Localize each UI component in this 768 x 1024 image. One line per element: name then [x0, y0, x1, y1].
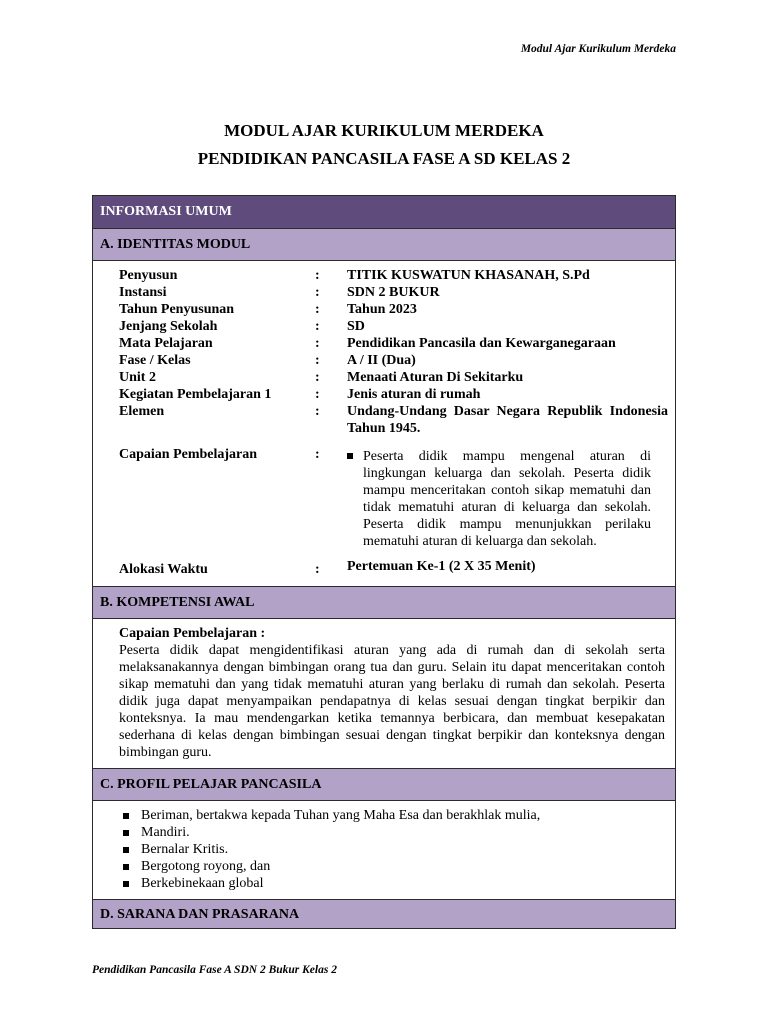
- title-line-2: PENDIDIKAN PANCASILA FASE A SD KELAS 2: [197, 149, 571, 168]
- alokasi-waktu-row: [119, 558, 668, 578]
- identity-value: TITIK KUSWATUN KHASANAH, S.Pd: [347, 268, 590, 283]
- identity-key: Penyusun: [119, 268, 178, 283]
- identitas-modul-label: A. IDENTITAS MODUL: [100, 237, 251, 252]
- kompetensi-awal-label: B. KOMPETENSI AWAL: [100, 595, 255, 610]
- identity-value: Jenis aturan di rumah: [347, 387, 481, 402]
- identity-row: [119, 386, 668, 403]
- identity-row: [119, 267, 668, 284]
- identity-key: Jenjang Sekolah: [119, 319, 218, 334]
- list-item: Mandiri.: [123, 824, 665, 841]
- identity-row: [119, 318, 668, 335]
- list-item: Peserta didik mampu mengenal aturan di lingkungan keluarga dan sekolah. Peserta didik mampu menceritakan contoh sikap mematuhi dan tidak mematuhi aturan di keluarga dan sekolah. Peserta didik mampu menunjukkan perilaku mematuhi aturan di keluarga dan sekolah.: [347, 448, 651, 550]
- capaian-pembelajaran-value: [347, 446, 668, 550]
- identity-key: Tahun Penyusunan: [119, 302, 235, 317]
- kompetensi-awal-body: [93, 619, 675, 769]
- identity-key: Instansi: [119, 285, 167, 300]
- identity-key: Unit 2: [119, 370, 156, 385]
- informasi-umum-header: INFORMASI UMUM: [93, 196, 675, 229]
- capaian-list: [347, 448, 668, 550]
- identity-row: [119, 352, 668, 369]
- identitas-modul-body: [93, 261, 675, 587]
- capaian-subheading: Capaian Pembelajaran :: [119, 626, 266, 641]
- identity-colon: :: [315, 404, 320, 419]
- identity-colon: :: [315, 562, 320, 577]
- identity-colon: :: [315, 336, 320, 351]
- identity-value: A / II (Dua): [347, 353, 416, 368]
- module-table: [92, 195, 676, 929]
- identity-colon: :: [315, 353, 320, 368]
- identity-value: Tahun 2023: [347, 302, 417, 317]
- identity-colon: :: [315, 387, 320, 402]
- identity-key: Mata Pelajaran: [119, 336, 213, 351]
- profil-pelajar-body: [93, 801, 675, 900]
- list-item: Beriman, bertakwa kepada Tuhan yang Maha Esa dan berakhlak mulia,: [123, 807, 665, 824]
- sarana-prasarana-header: [93, 900, 675, 928]
- identity-colon: :: [315, 302, 320, 317]
- identity-colon: :: [315, 447, 320, 462]
- list-item: Bernalar Kritis.: [123, 841, 665, 858]
- identity-key: Elemen: [119, 404, 165, 419]
- title-line-1: MODUL AJAR KURIKULUM MERDEKA: [224, 121, 544, 140]
- identity-key: Kegiatan Pembelajaran 1: [119, 387, 272, 402]
- identity-value: SD: [347, 319, 365, 334]
- identity-row: [119, 369, 668, 386]
- document-title: [0, 117, 768, 173]
- running-header: Modul Ajar Kurikulum Merdeka: [520, 43, 676, 55]
- identity-key: Alokasi Waktu: [119, 562, 208, 577]
- sarana-prasarana-label: D. SARANA DAN PRASARANA: [100, 907, 300, 922]
- identity-key: Capaian Pembelajaran: [119, 447, 258, 462]
- identitas-modul-header: [93, 229, 675, 261]
- kompetensi-paragraph: Peserta didik dapat mengidentifikasi aturan yang ada di rumah dan di sekolah serta melaksanakannya dengan bimbingan orang tua dan guru. Selain itu dapat menceritakan contoh sikap mematuhi dan yang tidak mematuhi aturan yang berlaku di rumah dan sekolah. Peserta didik juga dapat menyampaikan pendapatnya di kelas sesuai dengan tingkat berpikir dan konteksnya. Ia mau mendengarkan ketika temannya berbicara, dan membuat kesepakatan sederhana di kelas dengan bimbingan sesuai dengan tingkat berpikir dan konteksnya dengan bimbingan guru.: [119, 643, 665, 760]
- identity-row: [119, 301, 668, 318]
- profil-list: [123, 807, 665, 892]
- kompetensi-awal-header: [93, 587, 675, 619]
- identity-row: [119, 335, 668, 352]
- running-footer: Pendidikan Pancasila Fase A SDN 2 Bukur Kelas 2: [92, 964, 337, 976]
- identity-colon: :: [315, 319, 320, 334]
- identity-colon: :: [315, 370, 320, 385]
- identity-value: Pendidikan Pancasila dan Kewarganegaraan: [347, 336, 616, 351]
- identity-value: Undang-Undang Dasar Negara Republik Indonesia Tahun 1945.: [347, 404, 668, 436]
- list-item: Bergotong royong, dan: [123, 858, 665, 875]
- list-item: Berkebinekaan global: [123, 875, 665, 892]
- capaian-pembelajaran-row: [119, 446, 668, 550]
- identity-value: Menaati Aturan Di Sekitarku: [347, 370, 524, 385]
- identity-colon: :: [315, 285, 320, 300]
- identity-value: Pertemuan Ke-1 (2 X 35 Menit): [347, 559, 536, 574]
- profil-pelajar-label: C. PROFIL PELAJAR PANCASILA: [100, 777, 322, 792]
- identity-value: SDN 2 BUKUR: [347, 285, 440, 300]
- identity-row: [119, 403, 668, 437]
- identity-row: [119, 284, 668, 301]
- identity-colon: :: [315, 268, 320, 283]
- profil-pelajar-header: [93, 769, 675, 801]
- identity-key: Fase / Kelas: [119, 353, 191, 368]
